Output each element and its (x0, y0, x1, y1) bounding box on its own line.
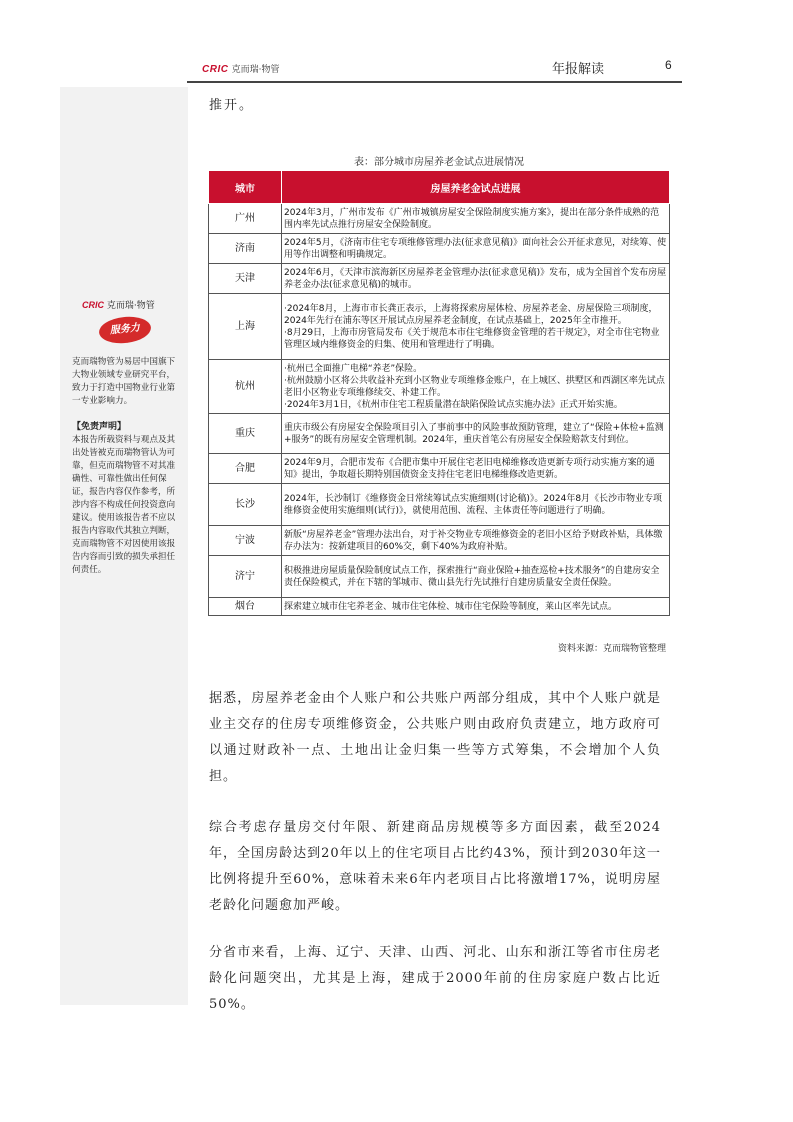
table-title: 表：部分城市房屋养老金试点进展情况 (354, 157, 524, 168)
table-row (209, 454, 670, 484)
table-cell-city: 合肥 (209, 454, 282, 484)
sidebar (60, 87, 188, 1005)
pilot-progress-table (208, 170, 670, 616)
table-cell-city: 济南 (209, 234, 282, 264)
table-cell-progress: 2024年5月，《济南市住宅专项维修管理办法(征求意见稿)》面向社会公开征求意见，对续筹、使用等作出调整和明确规定。 (282, 234, 670, 264)
sidebar-description: 克而瑞物管为易居中国旗下大物业领域专业研究平台，致力于打造中国物业行业第一专业影响力。 (72, 357, 176, 406)
header-divider (187, 81, 682, 83)
table-row (209, 598, 670, 616)
table-row (209, 204, 670, 234)
table-header-row (209, 171, 670, 204)
table-row (209, 484, 670, 526)
table-cell-city: 济宁 (209, 556, 282, 598)
table-cell-city: 广州 (209, 204, 282, 234)
table-cell-progress: 2024年9月，合肥市发布《合肥市集中开展住宅老旧电梯维修改造更新专项行动实施方案的通知》提出，争取超长期特别国债资金支持住宅老旧电梯维修改造更新。 (282, 454, 670, 484)
header-logo-en: CRIC (202, 64, 229, 75)
table-row (209, 556, 670, 598)
header-city: 城市 (209, 171, 282, 204)
header-progress: 房屋养老金试点进展 (282, 171, 670, 204)
table-cell-city: 烟台 (209, 598, 282, 616)
table-cell-city: 宁波 (209, 526, 282, 556)
table-row (209, 414, 670, 454)
table-row (209, 234, 670, 264)
header-logo-cn: 克而瑞·物管 (231, 65, 280, 75)
table-body (209, 204, 670, 616)
table-row (209, 264, 670, 294)
source-note: 资料来源：克而瑞物管整理 (557, 644, 666, 654)
page-header (187, 56, 682, 80)
paragraph-2: 综合考虑存量房交付年限、新建商品房规模等多方面因素，截至2024年，全国房龄达到20年以上的住宅项目占比约43%，预计到2030年这一比例将提升至60%，意味着未来6年内老项目占比将激增17%，说明房屋老龄化问题愈加严峻。 (209, 820, 661, 913)
header-logo (202, 62, 280, 75)
table-cell-city: 长沙 (209, 484, 282, 526)
table-cell-progress: 探索建立城市住宅养老金、城市住宅体检、城市住宅保险等制度，莱山区率先试点。 (282, 598, 670, 616)
disclaimer-text: 本报告所载资料与观点及其出处皆被克而瑞物管认为可靠，但克而瑞物管不对其准确性、可靠性做出任何保证，报告内容仅作参考，所涉内容不构成任何投资意向建议。使用该报告者不应以报告内容取代其独立判断，克而瑞物管不对因使用该报告内容而引致的损失承担任何责任。 (72, 435, 176, 575)
table-cell-city: 杭州 (209, 360, 282, 414)
table-row (209, 360, 670, 414)
sidebar-logo-cn: 克而瑞·物管 (106, 301, 155, 311)
table-row (209, 294, 670, 360)
sidebar-logo (82, 298, 155, 311)
table-cell-progress: 2024年，长沙制订《维修资金日常续筹试点实施细则(讨论稿)》。2024年8月《长沙市物业专项维修资金使用实施细则(试行)》，就使用范围、流程、主体责任等问题进行了明确。 (282, 484, 670, 526)
table-cell-city: 天津 (209, 264, 282, 294)
header-title: 年报解读 (552, 62, 605, 77)
table-cell-progress: ·2024年8月，上海市市长龚正表示，上海将探索房屋体检、房屋养老金、房屋保险三项制度，2024年先行在浦东等区开展试点房屋养老金制度，在试点基础上，2025年全市推开。 ·8月29日，上海市房管局发布《关于规范本市住宅维修资金管理的若干规定》，对全市住宅物业管理区域内维修资金的归集、使用和管理进行了明确。 (282, 294, 670, 360)
sidebar-logo-en: CRIC (82, 300, 104, 310)
paragraph-1: 据悉，房屋养老金由个人账户和公共账户两部分组成，其中个人账户就是业主交存的住房专项维修资金，公共账户则由政府负责建立，地方政府可以通过财政补一点、土地出让金归集一些等方式筹集，不会增加个人负担。 (209, 691, 661, 784)
table-cell-city: 重庆 (209, 414, 282, 454)
table-cell-city: 上海 (209, 294, 282, 360)
service-badge-logo: 服务力 (98, 314, 152, 345)
continuation-text: 推开。 (209, 98, 255, 113)
table-cell-progress: ·杭州已全面推广电梯“养老”保险。 ·杭州鼓励小区将公共收益补充到小区物业专项维修金账户，在上城区、拱墅区和西湖区率先试点老旧小区物业专项维修续交、补建工作。 ·2024年3月1日，《杭州市住宅工程质量潜在缺陷保险试点实施办法》正式开始实施。 (282, 360, 670, 414)
table-row (209, 526, 670, 556)
table-cell-progress: 2024年3月，广州市发布《广州市城镇房屋安全保险制度实施方案》，提出在部分条件成熟的范围内率先试点推行房屋安全保险制度。 (282, 204, 670, 234)
table-cell-progress: 重庆市级公有房屋安全保险项目引入了事前事中的风险事故预防管理，建立了“保险+体检+监测+服务”的既有房屋安全管理机制。2024年，重庆首笔公有房屋安全保险赔款支付到位。 (282, 414, 670, 454)
paragraph-3: 分省市来看，上海、辽宁、天津、山西、河北、山东和浙江等省市住房老龄化问题突出，尤其是上海，建成于2000年前的住房家庭户数占比近50%。 (209, 945, 661, 1012)
page-number: 6 (665, 58, 672, 72)
table-cell-progress: 2024年6月，《天津市滨海新区房屋养老金管理办法(征求意见稿)》发布，成为全国首个发布房屋养老金办法(征求意见稿)的城市。 (282, 264, 670, 294)
table-cell-progress: 新版“房屋养老金”管理办法出台，对于补交物业专项维修资金的老旧小区给予财政补贴，具体缴存办法为：按新建项目的60%交，剩下40%为政府补贴。 (282, 526, 670, 556)
disclaimer-title: 【免责声明】 (72, 422, 127, 432)
table-cell-progress: 积极推进房屋质量保险制度试点工作，探索推行“商业保险+抽查巡检+技术服务”的自建房安全责任保险模式，并在下辖的邹城市、微山县先行先试推行自建房质量安全责任保险。 (282, 556, 670, 598)
